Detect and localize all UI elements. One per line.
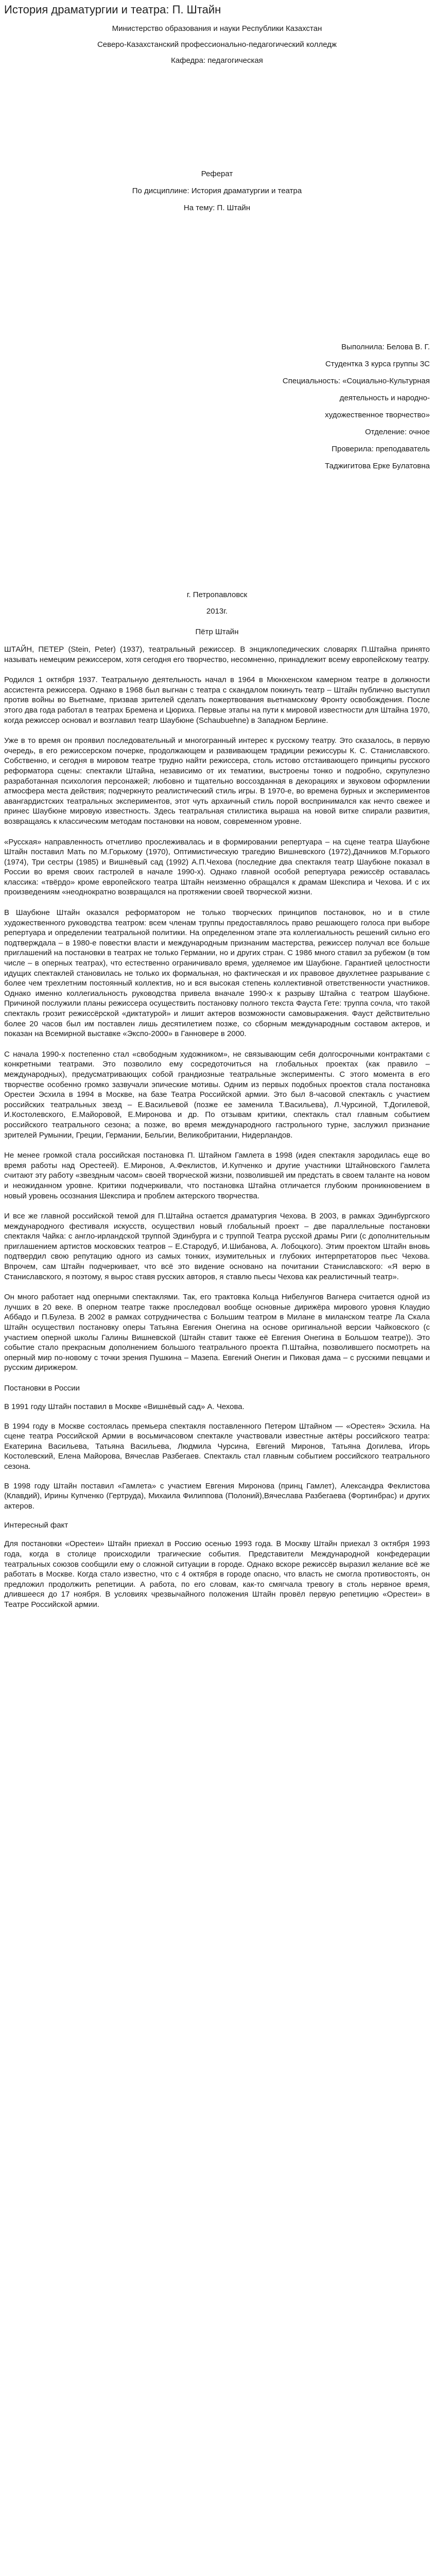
checked-by: Проверила: преподаватель [332, 445, 430, 453]
city-line: г. Петропавловск [186, 590, 248, 599]
teacher-name: Таджигитова Ерке Булатовна [325, 462, 430, 470]
paragraph: С начала 1990-х постепенно стал «свободным художником», не связывающим себя долгосрочными контрактами с конкретными театрами. Это позволило ему сосредоточиться на глобальных проектах (как правило – международных), предусматривающих собой грандиозные театральные эксперименты. С этого момента в его творчестве особенно громко зазвучали эпические мотивы. Одним из первых подобных проектов стала постановка Орестеи Эсхила в 1994 в Москве, на базе Театра Российской армии. Это был 8-часовой спектакль с участием российских театральных звезд – Е.Васильевой (позже ее заменила Т.Васильева), Л.Чурсиной, Т.Догилевой, И.Костолевского, Е.Майоровой, Е.Миронова и др. По отзывам критики, спектакль стал главным событием российского театрального сезона; а позже, во время международного гастрольного турне, заслужил признание зрителей Румынии, Греции, Германии, Бельгии, Великобритании, Нидерландов. [4, 1049, 430, 1140]
paragraph: Уже в то время он проявил последовательный и многогранный интерес к русскому театру. Это сказалось, в первую очередь, в его режиссерском почерке, продолжающем и развивающем традиции режиссуры К. С. Станиславского. Собственно, и сегодня в мировом театре трудно найти режиссера, столь истово отстаивающего принципы русского реформатора сцены: спектакли Штайна, независимо от их тематики, выстроены тонко и подробно, скрупулезно разработанная психология персонажей; любовно и тщательно воссозданная в декорациях и звуковом оформлении атмосфера места действия; подчеркнуто реалистический стиль игры. В 1970-е, во времена бурных и экспериментов авангардистских театральных экспериментов, этот чуть архаичный стиль порой воспринимался как нечто свежее и принес Шаубюне мировую известность. Здесь театральная стилистика выраша на новой витке спирали развития, возвращаясь к классическим методам постановки на новом, современном уровне. [4, 736, 430, 826]
section-title: Постановки в России [4, 1384, 80, 1393]
specialty-line-3: художественное творчество» [325, 411, 430, 419]
year-line: 2013г. [206, 607, 228, 616]
abstract-type: Реферат [201, 170, 233, 178]
paragraph: «Русская» направленность отчетливо прослеживалась и в формировании репертуара – на сцене театра Шаубюне Штайн поставил Мать по М.Горькому (1970), Оптимистическую трагедию Вишневского (1972),Дачников М.Горького (1974), Три сестры (1985) и Вишнёвый сад (1992) А.П.Чехова (последние два спектакля театр Шаубюне показал в России во время своих гастролей в начале 1990-х). Однако главной особой репертуара режиссёр оставалась классика: «твёрдо» кроме европейского театра Штайн неизменно обращался к драмам Шекспира и Чехова. И с их произведениям «неоднократно возвращался на протяжении своей творческой жизни. [4, 837, 430, 897]
page-title: История драматургии и театра: П. Штайн [4, 3, 221, 16]
specialty-line-1: Специальность: «Социально-Культурная [282, 377, 430, 385]
performed-by: Выполнила: Белова В. Г. [341, 343, 430, 351]
interesting-fact-title: Интересный факт [4, 1521, 68, 1530]
paragraph: И все же главной российской темой для П.Штайна остается драматургия Чехова. В 2003, в рамках Эдинбургского международного фестиваля искусств, осуществил новый глобальный проект – две параллельные постановки спектакля Чайка: с англо-ирландской труппой Эдинбурга и с труппой Театра русской драмы Риги (с дополнительным приглашением артистов московских театров – Е.Стародуб, И.Шибанова, А. Лобоцкого). Этим проектом Штайн вновь подтвердил свою репутацию одного из самых тонких, изумительных и глубоких интерпретаторов пьес Чехова. Впрочем, сам Штайн подчеркивает, что всё это видение основано на почитании Станиславского: «Я верю в Станиславского, я поэтому, я вырос ставя русских авторов, я ставлю пьесы Чехова как реалистичный театр». [4, 1212, 430, 1281]
paragraph: В Шаубюне Штайн оказался реформатором не только творческих принципов постановок, но и в стиле художественного руководства театром: всем членам труппы предоставлялось право решающего голоса при выборе репертуара и определении театральной политики. На определенном этапе эта коллегиальность решений сильно его подтверждала – в 1980-е повестки власти и международным признаним мастерства, режиссер получал все больше приглашений на постановки в театрах не только Германии, но и других стран. С 1986 много ставил за рубежом (в том числе – в оперных театрах), что естественно ограничивало время, уделяемое им Шаубюне. Гарантией целостности идущих спектаклей становилась не только их формальная, но фактическая и их правовое двухлетнее разрывание с более чем трехлетним постоянный коллектив, но и вся высокая степень коллективной ответственности участников. Однако именно коллегиальность руководства привела вначале 1990-х к разрыву Штайна с театром Шаубюне. Причиной послужили планы режиссера осуществить постановку полного текста Фауста Гете: труппа сочла, что такой спектакль грозит режиссёрской «диктатурой» и лишит актеров возможности самовыражения. Фауст действительно более 20 часов был им поставлен лишь десятилетием позже, со сборным международным составом актеров, и показан на Всемирной выставке «Экспо-2000» в Ганновере в 2000. [4, 908, 430, 1039]
subject-name: Пётр Штайн [195, 628, 239, 636]
production-item: В 1991 году Штайн поставил в Москве «Вишнёвый сад» А. Чехова. [4, 1402, 245, 1411]
college-line: Северо-Казахстанский профессионально-педагогический колледж [97, 40, 337, 49]
document [0, 3, 436, 1610]
paragraph: Он много работает над оперными спектаклями. Так, его трактовка Кольца Нибелунгов Вагнера считается одной из лучших в 20 веке. В оперном театре также проследовал вообще основные дирижёра мирового уровня Клаудио Аббадо и П.Булеза. В 2002 в рамках сотрудничества с Большим театром в Милане в миланском театре Ла Скала Штайн осуществил постановку оперы Татьяна Евгения Онегина на основе оригинальной версии Чайковского (с участием оперной школы Галины Вишневской (Штайн ставит также её Евгения Онегина в Большом театре)). Это событие стало прекрасным дополнением большого театрального проекта П.Штайна, позволившего посмотреть на оперный мир по-новому с точки зрения Пушкина – Мазепа. Евгений Онегин и Пиковая дама – с русскими певцами и русским дирижером. [4, 1293, 430, 1372]
ministry-line: Министерство образования и науки Республики Казахстан [112, 24, 322, 33]
interesting-fact-text: Для постановки «Орестеи» Штайн приехал в Россию осенью 1993 года. В Москву Штайн приехал 3 октября 1993 года, когда в столице происходили трагические события. Представители Международной конфедерации театральных союзов сообщили ему о сложной ситуации в городе. Однако вскоре режиссёр выразил желание всё же работать в Москве. Когда стало известно, что с 4 октября в городе опасно, что власть не смогла противостоять, он предложил продолжить репетиции. А работа, по его словам, как-то смягчала тревогу в столь нервное время, длившееся до 17 ноября. В условиях чрезвычайного положения Штайн провёл первую репетицию «Орестеи» в Театре Российской армии. [4, 1539, 430, 1609]
production-item: В 1998 году Штайн поставил «Гамлета» с участием Евгения Миронова (принц Гамлет), Александра Феклистова (Клавдий), Ирины Купченко (Гертруда), Михаила Филиппова (Полоний),Вячеслава Разбегаева (Фортинбрас) и других актеров. [4, 1481, 430, 1511]
study-department: Отделение: очное [365, 428, 430, 436]
paragraph: Не менее громкой стала российская постановка П. Штайном Гамлета в 1998 (идея спектакля зародилась еще во время работы над Орестеей). Е.Миронов, А.Феклистов, И.Купченко и другие участники Штайновского Гамлета считают эту работу «звездным часом» своей творческой жизни, позволившей им предстать в своем таланте на новом и неожиданном уровне. Критики подчеркивали, что постановка Штайна отличается глубоким проникновением в новый уровень осознания Шекспира и проблем актерского творчества. [4, 1151, 430, 1200]
author-info-block [4, 342, 430, 471]
topic-line: На тему: П. Штайн [183, 204, 251, 212]
title-page-header [4, 24, 430, 66]
abstract-block [4, 169, 430, 213]
paragraph: Родился 1 октября 1937. Театральную деятельность начал в 1964 в Мюнхенском камерном театре в должности ассистента режиссера. Однако в 1968 был выгнан с театра с скандалом покинуть театр – Штайн публично выступил против войны во Вьетнаме, призвав зрителей сделать пожертвования вьетнамскому Фронту освобождения. После этого два года работал в театрах Бремена и Цюриха. Первые этапы на пути к мировой известности для Штайна 1970, когда режиссер основал и возглавил театр Шаубюне (Schaubuehne) в Западном Берлине. [4, 675, 430, 725]
specialty-line-2: деятельность и народно- [339, 394, 430, 402]
paragraph: ШТАЙН, ПЕТЕР (Stein, Peter) (1937), театральный режиссер. В энциклопедических словарях П.Штайна принято называть немецким режиссером, хотя сегодня его творчество, несомненно, принадлежит всему европейскому театру. [4, 645, 430, 664]
department-line: Кафедра: педагогическая [171, 56, 263, 65]
student-group: Студентка 3 курса группы 3С [325, 360, 430, 368]
city-year-block [4, 590, 430, 617]
discipline-line: По дисциплине: История драматургии и театра [132, 187, 302, 195]
production-item: В 1994 году в Москве состоялась премьера спектакля поставленного Петером Штайном — «Орестея» Эсхила. На сцене театра Российской Армии в восьмичасовом спектакле участвовали известные актёры российского театра: Екатерина Васильева, Татьяна Васильева, Людмила Чурсина, Евгений Миронов, Татьяна Догилева, Игорь Костолевский, Елена Майорова, Вячеслав Разбегаев. Спектакль стал главным событием российского театрального сезона. [4, 1421, 430, 1471]
